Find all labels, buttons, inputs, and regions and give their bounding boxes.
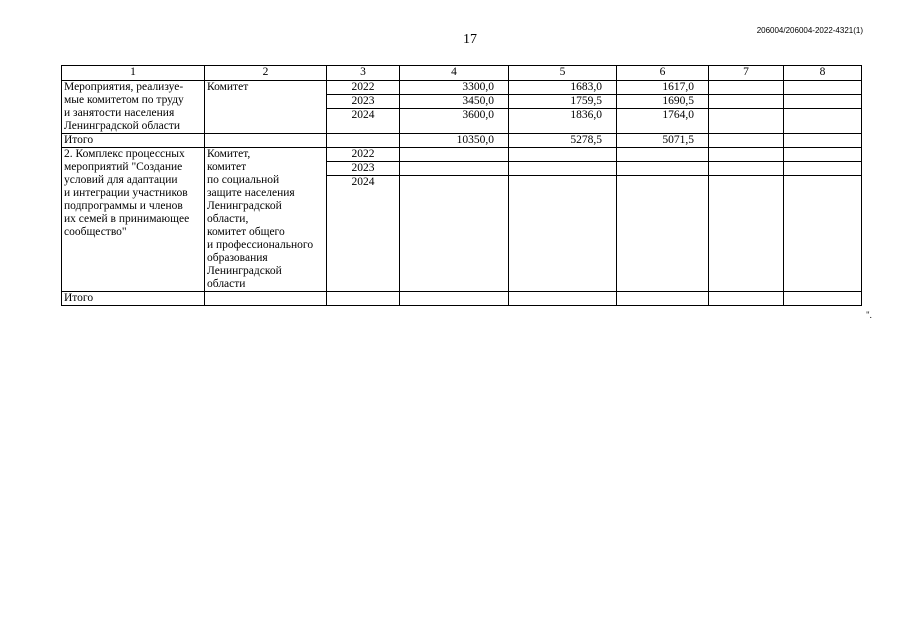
desc-line: 2. Комплекс процессных xyxy=(64,148,185,160)
value-cell: 1690,5 xyxy=(617,95,709,109)
empty-cell xyxy=(617,176,709,292)
col-header-3: 3 xyxy=(327,66,400,81)
year-cell: 2024 xyxy=(327,109,400,134)
value-cell xyxy=(784,95,862,109)
desc-line: Мероприятия, реализуе- xyxy=(64,81,184,93)
empty-cell xyxy=(617,292,709,306)
executor-line: Комитет, xyxy=(207,148,251,160)
empty-cell xyxy=(784,148,862,162)
empty-cell xyxy=(400,292,509,306)
desc-line: Ленинградской области xyxy=(64,120,181,132)
value-cell: 3600,0 xyxy=(400,109,509,134)
value-cell: 1617,0 xyxy=(617,81,709,95)
desc-line: условий для адаптации xyxy=(64,174,178,186)
col-header-1: 1 xyxy=(62,66,205,81)
desc-line: сообщество" xyxy=(64,226,127,238)
empty-cell xyxy=(509,292,617,306)
empty-cell xyxy=(509,148,617,162)
col-header-2: 2 xyxy=(205,66,327,81)
executor-line: образования xyxy=(207,252,268,264)
desc-line: и интеграции участников xyxy=(64,187,188,199)
executor-line: защите населения xyxy=(207,187,295,199)
empty-cell xyxy=(509,162,617,176)
value-cell xyxy=(709,95,784,109)
page-number: 17 xyxy=(463,32,477,47)
value-cell xyxy=(784,81,862,95)
executor-line: Ленинградской xyxy=(207,265,282,277)
block2-executor xyxy=(205,148,327,292)
empty-cell xyxy=(400,162,509,176)
empty-cell xyxy=(327,292,400,306)
value-cell: 1683,0 xyxy=(509,81,617,95)
executor-line: области xyxy=(207,278,246,290)
value-cell: 3450,0 xyxy=(400,95,509,109)
header-row xyxy=(62,66,862,81)
col-header-8: 8 xyxy=(784,66,862,81)
empty-cell xyxy=(784,176,862,292)
empty-cell xyxy=(709,162,784,176)
executor-line: по социальной xyxy=(207,174,280,186)
total-value: 5071,5 xyxy=(617,134,709,148)
total-label: Итого xyxy=(62,134,205,148)
col-header-4: 4 xyxy=(400,66,509,81)
year-cell: 2022 xyxy=(327,81,400,95)
empty-cell xyxy=(784,134,862,148)
col-header-5: 5 xyxy=(509,66,617,81)
value-cell xyxy=(709,109,784,134)
year-cell: 2024 xyxy=(327,176,400,292)
empty-cell xyxy=(784,292,862,306)
value-cell: 1836,0 xyxy=(509,109,617,134)
value-cell: 1764,0 xyxy=(617,109,709,134)
year-cell: 2023 xyxy=(327,95,400,109)
year-cell: 2022 xyxy=(327,148,400,162)
desc-line: и занятости населения xyxy=(64,107,175,119)
empty-cell xyxy=(400,176,509,292)
value-cell xyxy=(709,81,784,95)
value-cell: 1759,5 xyxy=(509,95,617,109)
empty-cell xyxy=(400,148,509,162)
document-code: 206004/206004-2022-4321(1) xyxy=(756,26,863,35)
year-cell: 2023 xyxy=(327,162,400,176)
empty-cell xyxy=(709,148,784,162)
block1-description xyxy=(62,81,205,134)
empty-cell xyxy=(617,148,709,162)
empty-cell xyxy=(709,292,784,306)
empty-cell xyxy=(205,134,327,148)
empty-cell xyxy=(709,134,784,148)
total-value: 10350,0 xyxy=(400,134,509,148)
empty-cell xyxy=(509,176,617,292)
desc-line: мые комитетом по труду xyxy=(64,94,184,106)
col-header-6: 6 xyxy=(617,66,709,81)
col-header-7: 7 xyxy=(709,66,784,81)
executor-line: комитет общего xyxy=(207,226,285,238)
budget-table-wrapper xyxy=(61,65,862,306)
block1-executor: Комитет xyxy=(205,81,327,134)
block2-description xyxy=(62,148,205,292)
executor-line: области, xyxy=(207,213,249,225)
total-row xyxy=(62,134,862,148)
empty-cell xyxy=(709,176,784,292)
empty-cell xyxy=(327,134,400,148)
value-cell xyxy=(784,109,862,134)
desc-line: подпрограммы и членов xyxy=(64,200,183,212)
total-value: 5278,5 xyxy=(509,134,617,148)
value-cell: 3300,0 xyxy=(400,81,509,95)
table-row xyxy=(62,148,862,162)
budget-table xyxy=(61,65,862,306)
desc-line: мероприятий "Создание xyxy=(64,161,183,173)
empty-cell xyxy=(617,162,709,176)
empty-cell xyxy=(205,292,327,306)
executor-line: и профессионального xyxy=(207,239,314,251)
closing-quote-mark: ". xyxy=(866,310,872,320)
total-row xyxy=(62,292,862,306)
table-row xyxy=(62,81,862,95)
executor-line: комитет xyxy=(207,161,247,173)
executor-line: Ленинградской xyxy=(207,200,282,212)
empty-cell xyxy=(784,162,862,176)
desc-line: их семей в принимающее xyxy=(64,213,190,225)
total-label: Итого xyxy=(62,292,205,306)
